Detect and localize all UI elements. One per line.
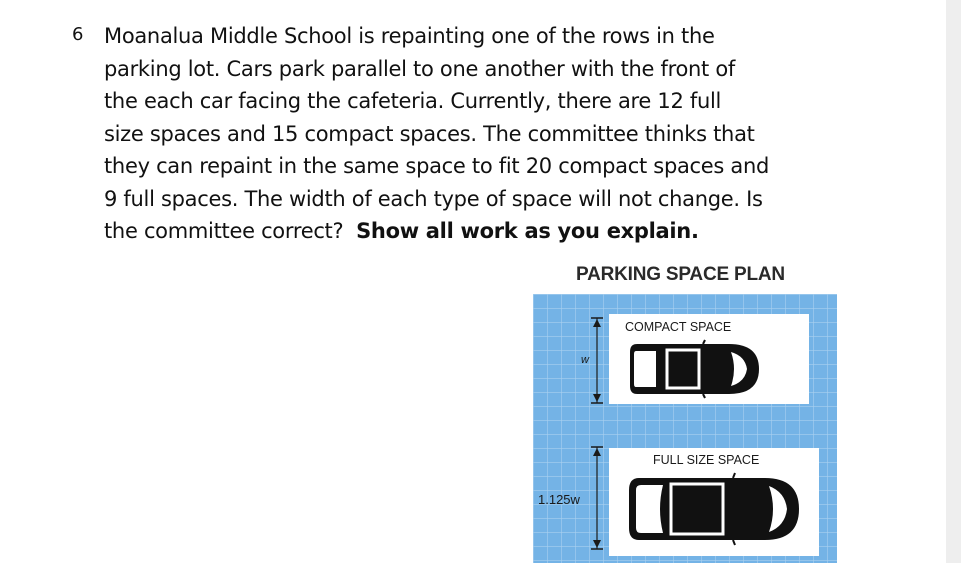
question-text: the committee correct? (104, 219, 357, 243)
problem-number: 6 (72, 24, 84, 45)
compact-car-icon (630, 340, 759, 398)
full-size-space-label: FULL SIZE SPACE (653, 453, 760, 467)
problem-line: they can repaint in the same space to fit 20 compact spaces and (104, 154, 770, 178)
diagram-title: PARKING SPACE PLAN (576, 264, 785, 285)
instruction-text: Show all work as you explain. (356, 219, 699, 243)
compact-width-label: w (581, 354, 589, 366)
problem-line: 9 full spaces. The width of each type of space will not change. Is (104, 186, 763, 211)
problem-line: the each car facing the cafeteria. Currently, there are 12 full (104, 89, 722, 113)
scrollbar-track[interactable] (946, 0, 961, 563)
problem-line: parking lot. Cars park parallel to one another with the front of (104, 56, 736, 81)
problem-text (104, 20, 844, 248)
parking-space-diagram (533, 294, 837, 563)
full-size-car-icon (629, 473, 799, 545)
compact-space-label: COMPACT SPACE (625, 320, 732, 334)
problem-line: size spaces and 15 compact spaces. The committee thinks that (104, 121, 755, 146)
problem-last-line (104, 215, 844, 248)
problem-line: Moanalua Middle School is repainting one of the rows in the (104, 24, 715, 48)
full-size-width-label: 1.125w (538, 492, 580, 507)
